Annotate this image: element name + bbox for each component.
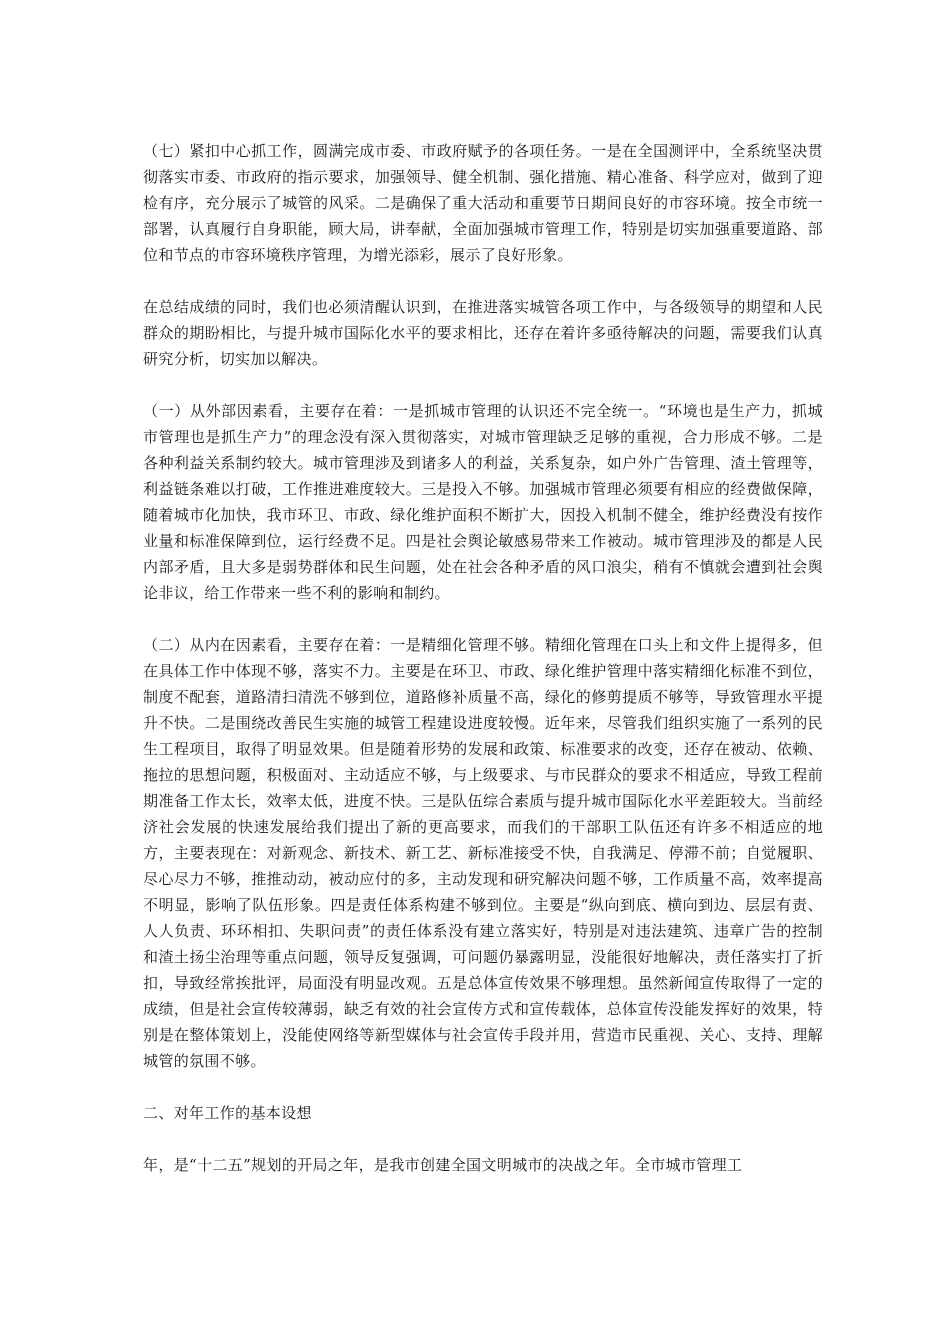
paragraph-seven-task-completion: （七）紧扣中心抓工作，圆满完成市委、市政府赋予的各项任务。一是在全国测评中，全系统坚决贯彻落实市委、市政府的指示要求，加强领导、健全机制、强化措施、精心准备、科学应对，做到了迎检有序，充分展示了城管的风采。二是确保了重大活动和重要节日期间良好的市容环境。按全市统一部署，认真履行自身职能，顾大局，讲奉献，全面加强城市管理工作，特别是切实加强重要道路、部位和节点的市容环境秩序管理，为增光添彩，展示了良好形象。 [143, 142, 823, 264]
paragraph-internal-factors: （二）从内在因素看，主要存在着：一是精细化管理不够。精细化管理在口头上和文件上提得多，但在具体工作中体现不够，落实不力。主要是在环卫、市政、绿化维护管理中落实精细化标准不到位，制度不配套，道路清扫清洗不够到位，道路修补质量不高，绿化的修剪提质不够等，导致管理水平提升不快。二是围绕改善民生实施的城管工程建设进度较慢。近年来，尽管我们组织实施了一系列的民生工程项目，取得了明显效果。但是随着形势的发展和政策、标准要求的改变，还存在被动、依赖、拖拉的思想问题，积极面对、主动适应不够，与上级要求、与市民群众的要求不相适应，导致工程前期准备工作太长，效率太低，进度不快。三是队伍综合素质与提升城市国际化水平差距较大。当前经济社会发展的快速发展给我们提出了新的更高要求，而我们的干部职工队伍还有许多不相适应的地方，主要表现在：对新观念、新技术、新工艺、新标准接受不快，自我满足、停滞不前；自觉履职、尽心尽力不够，推推动动，被动应付的多，主动发现和研究解决问题不够，工作质量不高，效率提高不明显，影响了队伍形象。四是责任体系构建不够到位。主要是“纵向到底、横向到边、层层有责、人人负责、环环相扣、失职问责”的责任体系没有建立落实好，特别是对违法建筑、违章广告的控制和渣土扬尘治理等重点问题，领导反复强调，可问题仍暴露明显，没能很好地解决，责任落实打了折扣，导致经常挨批评，局面没有明显改观。五是总体宣传效果不够理想。虽然新闻宣传取得了一定的成绩，但是社会宣传较薄弱，缺乏有效的社会宣传方式和宣传载体，总体宣传没能发挥好的效果，特别是在整体策划上，没能使网络等新型媒体与社会宣传手段并用，营造市民重视、关心、支持、理解城管的氛围不够。 [143, 636, 823, 1070]
section-heading-basic-plan: 二、对年工作的基本设想 [143, 1104, 312, 1122]
paragraph-external-factors: （一）从外部因素看，主要存在着：一是抓城市管理的认识还不完全统一。“环境也是生产力，抓城市管理也是抓生产力”的理念没有深入贯彻落实，对城市管理缺乏足够的重视，合力形成不够。二是各种利益关系制约较大。城市管理涉及到诸多人的利益，关系复杂，如户外广告管理、渣土管理等，利益链条难以打破，工作推进难度较大。三是投入不够。加强城市管理必须要有相应的经费做保障，随着城市化加快，我市环卫、市政、绿化维护面积不断扩大，因投入机制不健全，维护经费没有按作业量和标准保障到位，运行经费不足。四是社会舆论敏感易带来工作被动。城市管理涉及的都是人民内部矛盾，且大多是弱势群体和民生问题，处在社会各种矛盾的风口浪尖，稍有不慎就会遭到社会舆论非议，给工作带来一些不利的影响和制约。 [143, 402, 823, 602]
paragraph-problem-overview: 在总结成绩的同时，我们也必须清醒认识到，在推进落实城管各项工作中，与各级领导的期望和人民群众的期盼相比，与提升城市国际化水平的要求相比，还存在着许多亟待解决的问题，需要我们认真研究分析，切实加以解决。 [143, 298, 823, 368]
document-body [143, 138, 823, 1204]
paragraph-year-intro: 年，是“十二五”规划的开局之年，是我市创建全国文明城市的决战之年。全市城市管理工 [143, 1156, 743, 1174]
